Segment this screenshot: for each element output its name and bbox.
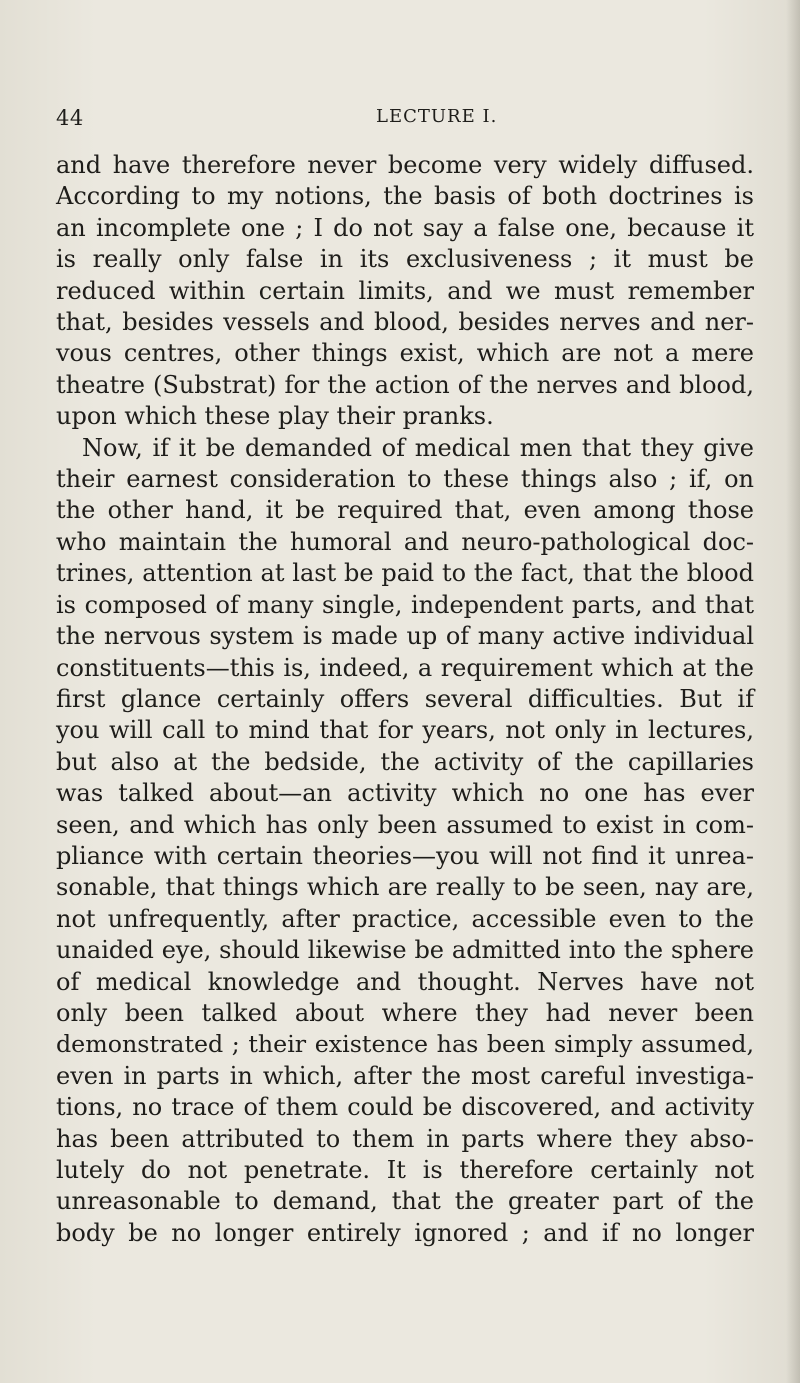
text-line: of medical knowledge and thought. Nerves have not xyxy=(56,967,754,996)
text-line: seen, and which has only been assumed to exist in com- xyxy=(56,810,754,839)
text-line: lutely do not penetrate. It is therefore certainly not xyxy=(56,1156,754,1184)
text-line: tions, no trace of them could be discovered, and activity xyxy=(56,1093,754,1122)
text-line: upon which these play their pranks. xyxy=(56,402,494,431)
text-line: first glance certainly offers several difficulties. But if xyxy=(56,684,754,713)
text-line: theatre (Substrat) for the action of the nerves and blood, xyxy=(56,370,754,399)
text-line: an incomplete one ; I do not say a false one, because it xyxy=(56,213,754,242)
running-title: LECTURE I. xyxy=(376,106,498,127)
text-line: demonstrated ; their existence has been simply assumed, xyxy=(56,1030,754,1059)
text-line: is really only false in its exclusiveness ; it must be xyxy=(56,245,754,274)
text-line: sonable, that things which are really to be seen, nay are, xyxy=(56,873,754,902)
text-line: is composed of many single, independent parts, and that xyxy=(56,590,754,619)
text-line: even in parts in which, after the most careful investiga- xyxy=(56,1061,754,1090)
text-line: was talked about—an activity which no one has ever xyxy=(56,779,754,808)
running-head xyxy=(56,106,756,136)
text-line: but also at the bedside, the activity of the capillaries xyxy=(56,747,754,776)
text-line: Now, if it be demanded of medical men that they give xyxy=(82,433,754,462)
text-line: only been talked about where they had never been xyxy=(56,998,754,1027)
text-line: the other hand, it be required that, even among those xyxy=(56,496,754,525)
text-line: the nervous system is made up of many active individual xyxy=(56,622,754,651)
text-line: pliance with certain theories—you will not find it unrea- xyxy=(56,841,754,870)
page-number: 44 xyxy=(56,106,84,130)
text-line: their earnest consideration to these things also ; if, on xyxy=(56,465,754,494)
page-edge-shadow xyxy=(786,0,800,1383)
text-line: has been attributed to them in parts where they abso- xyxy=(56,1124,754,1153)
text-line: constituents—this is, indeed, a requirement which at the xyxy=(56,653,754,682)
text-line: trines, attention at last be paid to the fact, that the blood xyxy=(56,559,754,588)
text-line: unaided eye, should likewise be admitted into the sphere xyxy=(56,936,754,965)
text-line: and have therefore never become very widely diffused. xyxy=(56,151,754,179)
text-line: According to my notions, the basis of both doctrines is xyxy=(56,182,754,211)
body-text xyxy=(56,150,754,1249)
text-line: you will call to mind that for years, not only in lectures, xyxy=(56,716,754,745)
text-line: unreasonable to demand, that the greater part of the xyxy=(56,1187,754,1216)
text-line: body be no longer entirely ignored ; and if no longer xyxy=(56,1218,754,1247)
text-line: reduced within certain limits, and we must remember xyxy=(56,276,754,305)
text-line: who maintain the humoral and neuro-pathological doc- xyxy=(56,527,754,556)
text-line: vous centres, other things exist, which are not a mere xyxy=(56,339,754,368)
text-line: that, besides vessels and blood, besides nerves and ner- xyxy=(56,308,754,337)
text-line: not unfrequently, after practice, accessible even to the xyxy=(56,904,754,933)
